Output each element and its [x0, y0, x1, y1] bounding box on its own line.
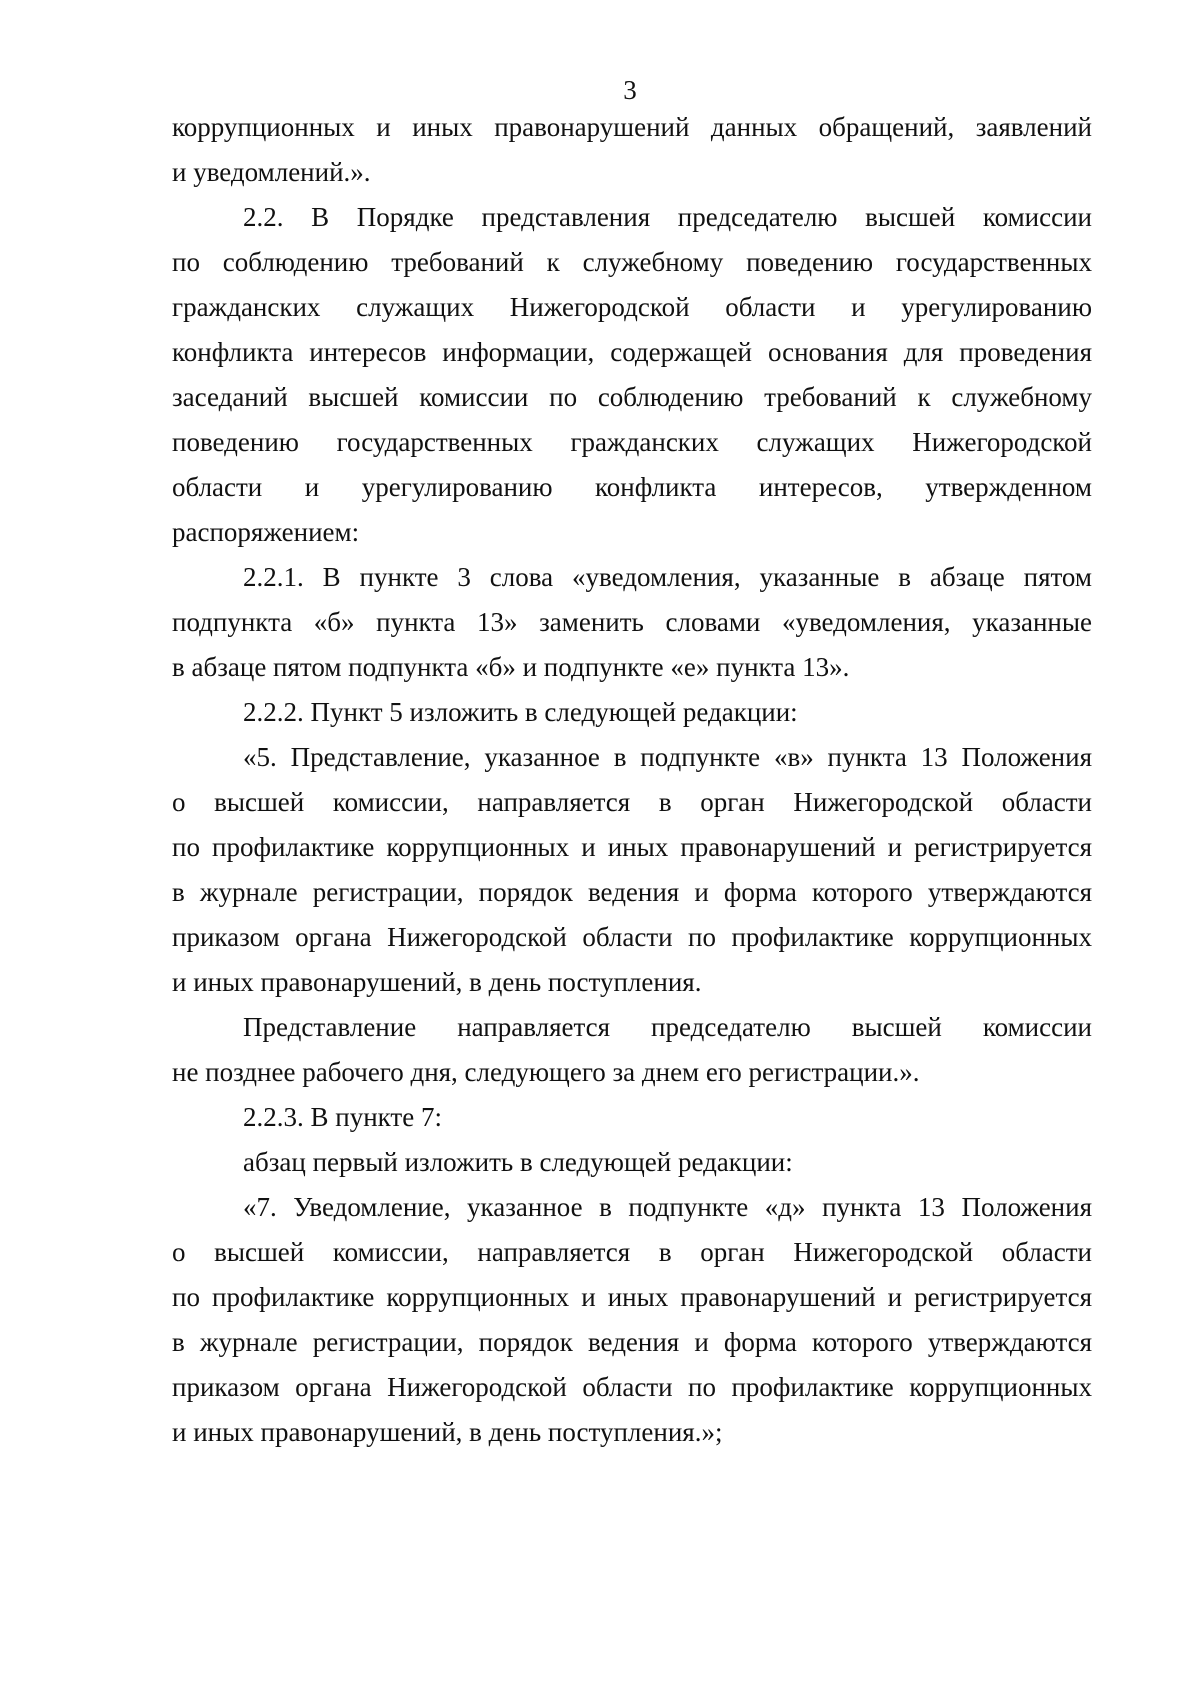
text-line: о высшей комиссии, направляется в орган Нижегородской области [172, 1237, 1092, 1267]
text-line: поведению государственных гражданских служащих Нижегородской [172, 427, 1092, 457]
text-line: по профилактике коррупционных и иных правонарушений и регистрируется [172, 832, 1092, 862]
text-line: области и урегулированию конфликта интересов, утвержденном [172, 472, 1092, 502]
text-line: и уведомлений.». [172, 157, 371, 187]
paragraph-start-line: Представление направляется председателю высшей комиссии [243, 1012, 1092, 1042]
text-line: в абзаце пятом подпункта «б» и подпункте «е» пункта 13». [172, 652, 850, 682]
text-line: приказом органа Нижегородской области по профилактике коррупционных [172, 1372, 1092, 1402]
text-line: о высшей комиссии, направляется в орган Нижегородской области [172, 787, 1092, 817]
text-line: и иных правонарушений, в день поступления. [172, 967, 702, 997]
text-line: приказом органа Нижегородской области по профилактике коррупционных [172, 922, 1092, 952]
text-line: гражданских служащих Нижегородской области и урегулированию [172, 292, 1092, 322]
text-line: по профилактике коррупционных и иных правонарушений и регистрируется [172, 1282, 1092, 1312]
paragraph-start-line: абзац первый изложить в следующей редакции: [243, 1147, 793, 1177]
text-line: коррупционных и иных правонарушений данных обращений, заявлений [172, 112, 1092, 142]
text-line: в журнале регистрации, порядок ведения и форма которого утверждаются [172, 877, 1092, 907]
paragraph-start-line: «5. Представление, указанное в подпункте «в» пункта 13 Положения [243, 742, 1092, 772]
text-line: в журнале регистрации, порядок ведения и форма которого утверждаются [172, 1327, 1092, 1357]
text-line: заседаний высшей комиссии по соблюдению требований к служебному [172, 382, 1092, 412]
text-line: и иных правонарушений, в день поступления.»; [172, 1417, 723, 1447]
text-line: подпункта «б» пункта 13» заменить словами «уведомления, указанные [172, 607, 1092, 637]
paragraph-start-line: «7. Уведомление, указанное в подпункте «д» пункта 13 Положения [243, 1192, 1092, 1222]
text-line: конфликта интересов информации, содержащей основания для проведения [172, 337, 1092, 367]
text-line: не позднее рабочего дня, следующего за днем его регистрации.». [172, 1057, 920, 1087]
paragraph-start-line: 2.2.1. В пункте 3 слова «уведомления, указанные в абзаце пятом [243, 562, 1092, 592]
paragraph-start-line: 2.2.2. Пункт 5 изложить в следующей редакции: [243, 697, 798, 727]
text-line: по соблюдению требований к служебному поведению государственных [172, 247, 1092, 277]
text-line: распоряжением: [172, 517, 360, 547]
paragraph-start-line: 2.2.3. В пункте 7: [243, 1102, 442, 1132]
page-number: 3 [623, 75, 637, 105]
paragraph-start-line: 2.2. В Порядке представления председателю высшей комиссии [243, 202, 1092, 232]
